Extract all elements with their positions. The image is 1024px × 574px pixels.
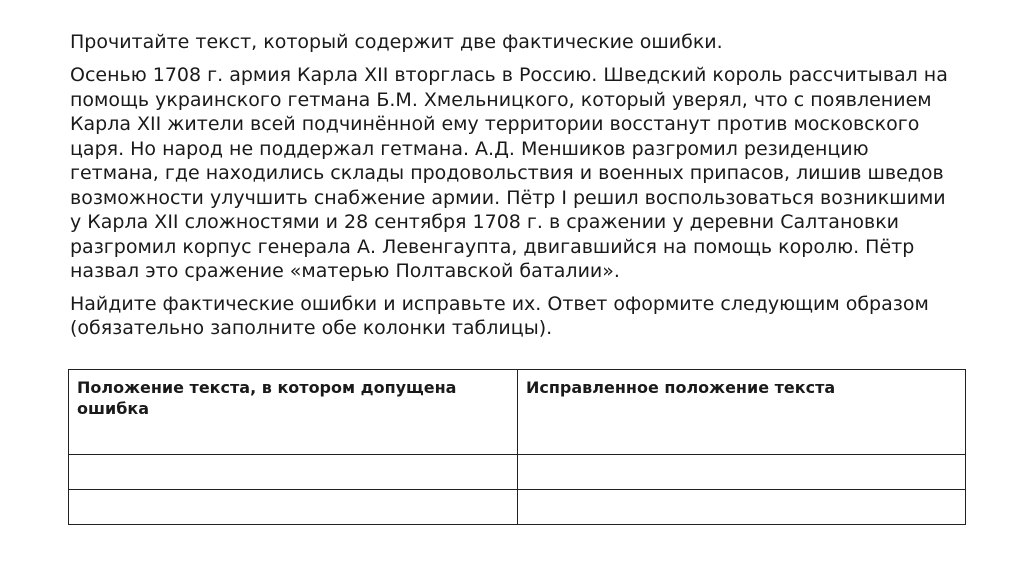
header-error-position: Положение текста, в котором допущена ошибка (69, 370, 518, 455)
answer-table (68, 369, 966, 525)
table-row (69, 490, 966, 525)
passage-text (70, 63, 970, 284)
answer-cell-correction[interactable] (518, 490, 966, 525)
passage-line: назвал это сражение «матерью Полтавской баталии». (70, 260, 620, 282)
header-corrected-position: Исправленное положение текста (518, 370, 966, 455)
answer-cell-correction[interactable] (518, 455, 966, 490)
passage-line: разгромил корпус генерала А. Левенгаупта, двигавшийся на помощь королю. Пётр (70, 235, 915, 258)
passage-line: возможности улучшить снабжение армии. Пётр I решил воспользоваться возникшими (70, 186, 946, 209)
task-line: Найдите фактические ошибки и исправьте их. Ответ оформите следующим образом (70, 292, 929, 315)
task-instruction (70, 292, 970, 341)
passage-line: гетмана, где находились склады продовольствия и военных припасов, лишив шведов (70, 162, 944, 184)
passage-line: Осенью 1708 г. армия Карла XII вторглась в Россию. Шведский король рассчитывал на (70, 64, 948, 86)
task-intro: Прочитайте текст, который содержит две фактические ошибки. (70, 31, 723, 53)
passage-line: Карла XII жители всей подчинённой ему территории восстанут против московского (70, 113, 920, 135)
passage-line: помощь украинского гетмана Б.М. Хмельницкого, который уверял, что с появлением (70, 88, 932, 111)
table-row (69, 455, 966, 490)
answer-cell-error[interactable] (69, 455, 518, 490)
answer-cell-error[interactable] (69, 490, 518, 525)
table-header-row (69, 370, 966, 455)
passage-line: царя. Но народ не поддержал гетмана. А.Д. Меншиков разгромил резиденцию (70, 137, 869, 160)
task-line: (обязательно заполните обе колонки таблицы). (70, 317, 553, 339)
passage-line: у Карла XII сложностями и 28 сентября 1708 г. в сражении у деревни Салтановки (70, 211, 900, 233)
task-slide (70, 30, 970, 341)
